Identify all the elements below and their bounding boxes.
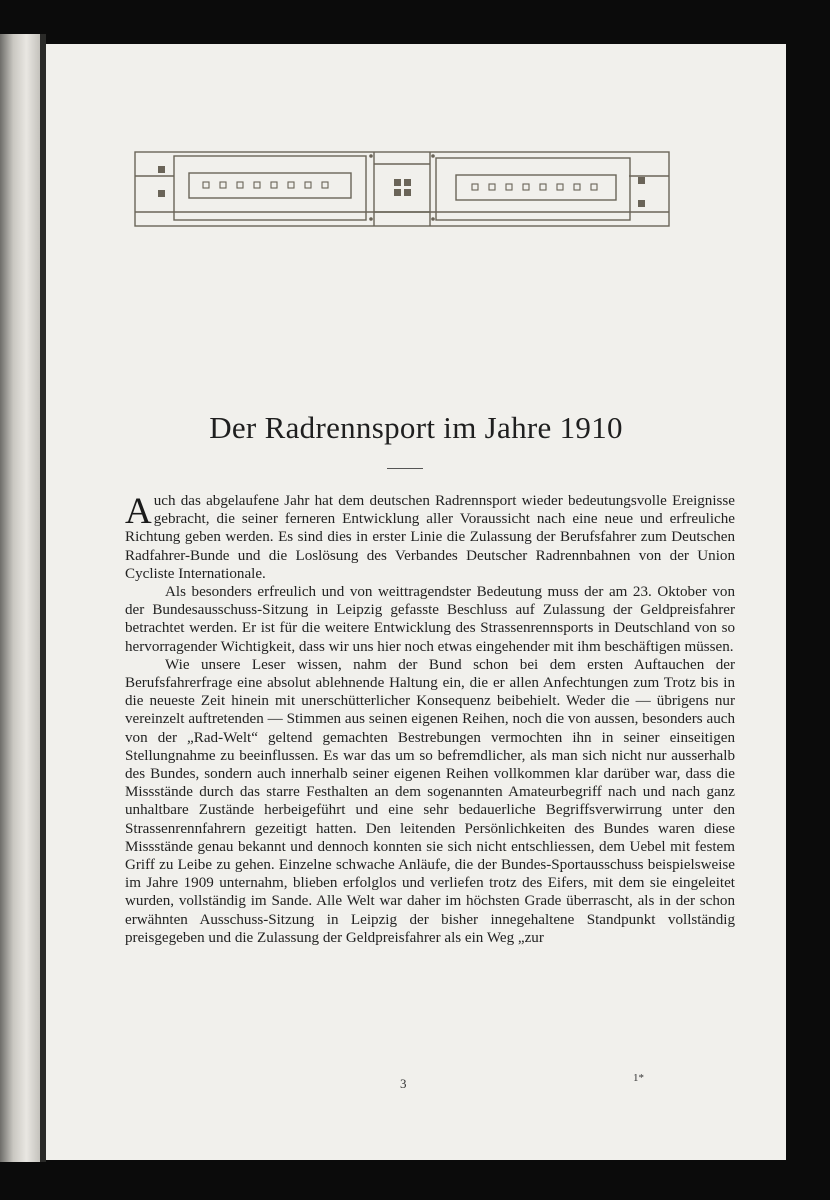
paragraph-text: uch das abgelaufene Jahr hat dem deutschen Radrennsport wieder bedeutungsvolle Ereignisse gebracht, die seiner ferneren Entwicklung aller Voraussicht nach eine neue und erfreuliche Richtung geben werden. Es sind dies in erster Linie die Zulassung der Berufsfahrer zum Deutschen Radfahrer-Bunde und die Loslösung des Verbandes Deutscher Radrennbahnen von der Union Cycliste Internationale. — [125, 493, 735, 582]
paragraph — [125, 492, 735, 583]
drop-cap: A — [125, 491, 152, 532]
printer-signature-mark: 1* — [633, 1072, 644, 1084]
paragraph: Wie unsere Leser wissen, nahm der Bund schon bei dem ersten Auftauchen der Berufsfahrerfrage eine absolut ablehnende Haltung ein, die er allen Anfechtungen zum Trotz bis in die neueste Zeit hinein mit unerschütterlicher Konsequenz beibehielt. Weder die — übrigens nur vereinzelt auftretenden — Stimmen aus seinen eigenen Reihen, noch die von aussen, besonders auch von der „Rad-Welt“ geltend gemachten Bestrebungen vermochten ihn in seiner einseitigen Stellungnahme zu beeinflussen. Es war das um so befremdlicher, als man sich nicht nur ausserhalb des Bundes, sondern auch innerhalb seiner eigenen Reihen vollkommen klar darüber war, dass die Missstände durch das starre Festhalten an dem sogenannten Amateurbegriff nach und nach ganz unhaltbare Zustände herbeigeführt und eine sehr bedauerliche Begriffsverwirrung unter den Strassenrennfahrern gezeitigt hatten. Den leitenden Persönlichkeiten des Bundes waren diese Missstände genau bekannt und dennoch konnten sie sich nicht entschliessen, dem Uebel mit festem Griff zu Leibe zu gehen. Einzelne schwache Anläufe, die der Bundes-Sportausschuss beispielsweise im Jahre 1909 unternahm, blieben erfolglos und verliefen trotz des Eifers, mit dem sie eingeleitet wurden, vollständig im Sande. Alle Welt war daher im höchsten Grade überrascht, als in der schon erwähnten Ausschuss-Sitzung in Leipzig der bisher innegehaltene Standpunkt vollständig preisgegeben und die Zulassung der Geldpreisfahrer als ein Weg „zur — [125, 656, 735, 946]
page-number: 3 — [400, 1076, 407, 1091]
article-title: Der Radrennsport im Jahre 1910 — [209, 410, 623, 445]
paragraph: Als besonders erfreulich und von weittragendster Bedeutung muss der am 23. Oktober von der Bundesausschuss-Sitzung in Leipzig gefasste Beschluss auf Zulassung der Geldpreisfahrer betrachtet werden. Er ist für die weitere Entwicklung des Strassenrennsports in Deutschland von so hervorragender Wichtigkeit, dass wir uns hier noch etwas eingehender mit ihm beschäftigen müssen. — [125, 584, 735, 655]
book-page — [46, 44, 786, 1160]
title-rule — [387, 468, 423, 469]
art-nouveau-header-ornament — [134, 148, 670, 228]
article-body — [125, 492, 735, 947]
facing-page-edge — [0, 34, 44, 1162]
